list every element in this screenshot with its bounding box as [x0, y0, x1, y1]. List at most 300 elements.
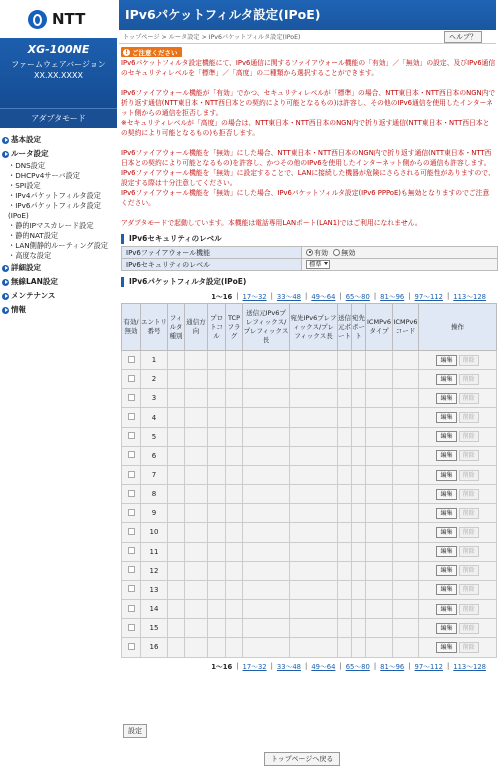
- note-3: IPv6ファイアウォール機能を「無効」にした場合、NTT東日本・NTT西日本のNGN内で折り返す通信(NTT東日本・NTT西日本との契約により可能となるもの)を許容し、かつその他のIPv6を使用したインターネット側からの通信も許容します。 IPv6ファイアウォール機能を「無効」に設定することで、LANに接続した機器が危険にさらされる可能性がありますので、設定する際は十分注意してください。 IPv6ファイアウォール機能を「無効」にした場合、IPv6パケットフィルタ設定(IPv6 PPPoE)も無効となりますのでご注意ください。: [121, 149, 495, 207]
- security-heading: IPv6セキュリティのレベル: [121, 234, 496, 244]
- row-enable-cell: [122, 427, 141, 446]
- edit-button[interactable]: 編集: [436, 470, 456, 481]
- row-enable-checkbox[interactable]: [128, 432, 135, 439]
- set-button[interactable]: 設定: [123, 724, 147, 738]
- entry-number: 16: [141, 638, 168, 657]
- router-submenu-item[interactable]: (IPoE): [8, 211, 29, 220]
- fw-disable-radio[interactable]: [333, 249, 340, 256]
- empty-cell: [208, 561, 226, 580]
- row-enable-checkbox[interactable]: [128, 605, 135, 612]
- pager-link[interactable]: 33〜48: [276, 662, 302, 671]
- filter-table: [121, 303, 497, 658]
- edit-button[interactable]: 編集: [436, 527, 456, 538]
- filter-col-header: ICMPv6コード: [393, 304, 419, 351]
- empty-cell: [352, 485, 366, 504]
- row-enable-checkbox[interactable]: [128, 394, 135, 401]
- row-enable-cell: [122, 561, 141, 580]
- empty-cell: [366, 465, 393, 484]
- filter-heading: IPv6パケットフィルタ設定(IPoE): [121, 277, 496, 287]
- empty-cell: [226, 504, 243, 523]
- row-actions: [419, 465, 497, 484]
- level-select-value: 標準: [309, 261, 322, 268]
- empty-cell: [290, 427, 338, 446]
- level-select[interactable]: [306, 260, 330, 269]
- router-submenu: [0, 161, 117, 261]
- delete-button: 削除: [459, 565, 479, 576]
- empty-cell: [338, 542, 352, 561]
- pager-link[interactable]: 49〜64: [311, 662, 336, 671]
- firmware-version: XX.XX.XXXX: [34, 71, 83, 80]
- entry-number: 11: [141, 542, 168, 561]
- empty-cell: [338, 580, 352, 599]
- device-info: [0, 38, 117, 108]
- pager-bottom: [119, 659, 496, 673]
- pager-separator: |: [373, 661, 377, 670]
- table-row: [122, 408, 497, 427]
- main-content: [117, 0, 500, 780]
- caution-badge: [121, 47, 182, 57]
- empty-cell: [185, 523, 208, 542]
- empty-cell: [226, 408, 243, 427]
- menu-maintenance-label: メンテナンス: [11, 291, 56, 300]
- empty-cell: [208, 542, 226, 561]
- empty-cell: [243, 561, 290, 580]
- row-enable-cell: [122, 485, 141, 504]
- empty-cell: [185, 351, 208, 370]
- empty-cell: [168, 389, 185, 408]
- empty-cell: [366, 446, 393, 465]
- entry-number: 14: [141, 600, 168, 619]
- empty-cell: [243, 465, 290, 484]
- ntt-globe-icon: [28, 10, 47, 29]
- empty-cell: [243, 580, 290, 599]
- empty-cell: [208, 427, 226, 446]
- pager-link[interactable]: 33〜48: [276, 293, 302, 301]
- fw-enable-radio[interactable]: [306, 249, 313, 256]
- empty-cell: [338, 370, 352, 389]
- empty-cell: [208, 389, 226, 408]
- pager-separator: |: [236, 661, 239, 670]
- pager-link[interactable]: 113〜128: [453, 662, 486, 671]
- router-submenu-item[interactable]: ・DHCPv4サーバ設定: [8, 171, 80, 180]
- pager-link[interactable]: 97〜112: [414, 662, 443, 671]
- menu-info[interactable]: [0, 303, 117, 317]
- empty-cell: [208, 485, 226, 504]
- empty-cell: [393, 370, 419, 389]
- row-enable-checkbox[interactable]: [128, 375, 135, 382]
- pager-link[interactable]: 65〜80: [345, 662, 370, 671]
- empty-cell: [366, 523, 393, 542]
- pager-link: 1〜16: [211, 662, 233, 671]
- empty-cell: [393, 600, 419, 619]
- empty-cell: [366, 408, 393, 427]
- empty-cell: [168, 600, 185, 619]
- empty-cell: [226, 389, 243, 408]
- router-submenu-item[interactable]: ・DNS設定: [8, 161, 46, 170]
- empty-cell: [185, 427, 208, 446]
- row-actions: [419, 600, 497, 619]
- empty-cell: [226, 446, 243, 465]
- row-actions: [419, 523, 497, 542]
- table-row: [122, 619, 497, 638]
- delete-button: 削除: [459, 374, 479, 385]
- empty-cell: [290, 580, 338, 599]
- row-actions: [419, 638, 497, 657]
- router-submenu-item[interactable]: ・IPv6パケットフィルタ設定: [8, 201, 101, 210]
- empty-cell: [208, 370, 226, 389]
- delete-button: 削除: [459, 604, 479, 615]
- entry-number: 3: [141, 389, 168, 408]
- pager-separator: |: [373, 292, 377, 300]
- arrow-icon: [2, 293, 9, 300]
- table-row: [122, 351, 497, 370]
- empty-cell: [290, 619, 338, 638]
- empty-cell: [168, 504, 185, 523]
- filter-body: [122, 351, 497, 658]
- delete-button: 削除: [459, 584, 479, 595]
- help-button[interactable]: ヘルプ？: [444, 31, 482, 43]
- empty-cell: [208, 351, 226, 370]
- empty-cell: [352, 427, 366, 446]
- empty-cell: [168, 619, 185, 638]
- pager-separator: |: [339, 292, 342, 300]
- empty-cell: [243, 619, 290, 638]
- empty-cell: [243, 485, 290, 504]
- row-enable-checkbox[interactable]: [128, 624, 135, 631]
- breadcrumb: トップページ > ルータ設定 > IPv6パケットフィルタ設定(IPoE): [123, 34, 301, 41]
- empty-cell: [168, 408, 185, 427]
- row-enable-cell: [122, 465, 141, 484]
- empty-cell: [366, 561, 393, 580]
- row-actions: [419, 408, 497, 427]
- empty-cell: [290, 485, 338, 504]
- row-actions: [419, 485, 497, 504]
- menu-maintenance[interactable]: [0, 289, 117, 303]
- edit-button[interactable]: 編集: [436, 546, 456, 557]
- router-submenu-item[interactable]: ・SPI設定: [8, 181, 41, 190]
- pager-link[interactable]: 65〜80: [345, 293, 370, 301]
- empty-cell: [352, 542, 366, 561]
- row-enable-checkbox[interactable]: [128, 471, 135, 478]
- empty-cell: [338, 600, 352, 619]
- empty-cell: [352, 504, 366, 523]
- empty-cell: [243, 523, 290, 542]
- empty-cell: [366, 485, 393, 504]
- filter-col-header: 宛先IPv6プレフィックス/プレフィックス長: [290, 304, 338, 351]
- pager-separator: |: [305, 292, 308, 300]
- empty-cell: [366, 389, 393, 408]
- empty-cell: [185, 408, 208, 427]
- row-enable-checkbox[interactable]: [128, 566, 135, 573]
- pager-link[interactable]: 49〜64: [311, 293, 336, 301]
- empty-cell: [168, 351, 185, 370]
- edit-button[interactable]: 編集: [436, 412, 456, 423]
- empty-cell: [226, 485, 243, 504]
- logo-text: NTT: [52, 10, 86, 28]
- pager-separator: |: [408, 292, 411, 300]
- row-enable-checkbox[interactable]: [128, 509, 135, 516]
- ntt-logo[interactable]: [0, 0, 117, 38]
- empty-cell: [243, 638, 290, 657]
- arrow-icon: [2, 265, 9, 272]
- row-actions: [419, 561, 497, 580]
- empty-cell: [185, 465, 208, 484]
- pager-separator: |: [305, 661, 308, 670]
- empty-cell: [393, 427, 419, 446]
- row-enable-checkbox[interactable]: [128, 490, 135, 497]
- empty-cell: [338, 465, 352, 484]
- empty-cell: [352, 619, 366, 638]
- edit-button[interactable]: 編集: [436, 450, 456, 461]
- row-enable-cell: [122, 638, 141, 657]
- edit-button[interactable]: 編集: [436, 642, 456, 653]
- router-submenu-item[interactable]: ・静的IPマスカレード設定: [8, 221, 94, 230]
- fw-label: IPv6ファイアウォール機能: [122, 247, 302, 259]
- row-enable-checkbox[interactable]: [128, 356, 135, 363]
- filter-col-header: ICMPv6タイプ: [366, 304, 393, 351]
- delete-button: 削除: [459, 412, 479, 423]
- filter-col-header: 送信元IPv6プレフィックス/プレフィックス長: [243, 304, 290, 351]
- pager-link[interactable]: 97〜112: [414, 293, 443, 301]
- pager-link[interactable]: 113〜128: [453, 293, 486, 301]
- empty-cell: [185, 619, 208, 638]
- empty-cell: [290, 638, 338, 657]
- empty-cell: [366, 351, 393, 370]
- empty-cell: [208, 638, 226, 657]
- sidebar: [0, 0, 117, 780]
- table-row: [122, 638, 497, 657]
- edit-button[interactable]: 編集: [436, 508, 456, 519]
- empty-cell: [208, 523, 226, 542]
- empty-cell: [208, 580, 226, 599]
- pager-separator: |: [446, 292, 450, 300]
- delete-button: 削除: [459, 527, 479, 538]
- menu-basic[interactable]: [0, 133, 117, 147]
- pager-link[interactable]: 17〜32: [242, 293, 267, 301]
- fw-disable-label: 無効: [341, 248, 356, 257]
- row-enable-cell: [122, 504, 141, 523]
- row-enable-cell: [122, 370, 141, 389]
- edit-button[interactable]: 編集: [436, 565, 456, 576]
- entry-number: 7: [141, 465, 168, 484]
- empty-cell: [168, 580, 185, 599]
- empty-cell: [243, 446, 290, 465]
- filter-header-row: [122, 304, 497, 351]
- entry-number: 2: [141, 370, 168, 389]
- empty-cell: [366, 580, 393, 599]
- back-to-top-button[interactable]: トップページへ戻る: [264, 752, 340, 766]
- empty-cell: [208, 504, 226, 523]
- security-table: [121, 246, 498, 271]
- empty-cell: [243, 427, 290, 446]
- entry-number: 15: [141, 619, 168, 638]
- empty-cell: [168, 542, 185, 561]
- row-enable-cell: [122, 446, 141, 465]
- empty-cell: [243, 542, 290, 561]
- row-enable-cell: [122, 523, 141, 542]
- table-row: [122, 389, 497, 408]
- breadcrumb-row: [119, 30, 496, 44]
- empty-cell: [366, 370, 393, 389]
- empty-cell: [168, 427, 185, 446]
- empty-cell: [290, 446, 338, 465]
- row-enable-cell: [122, 619, 141, 638]
- table-row: [122, 561, 497, 580]
- delete-button: 削除: [459, 508, 479, 519]
- empty-cell: [226, 619, 243, 638]
- row-enable-cell: [122, 351, 141, 370]
- empty-cell: [338, 389, 352, 408]
- row-actions: [419, 504, 497, 523]
- empty-cell: [393, 351, 419, 370]
- arrow-icon: [2, 307, 9, 314]
- edit-button[interactable]: 編集: [436, 374, 456, 385]
- menu-info-label: 情報: [11, 305, 26, 314]
- empty-cell: [290, 370, 338, 389]
- entry-number: 13: [141, 580, 168, 599]
- row-enable-checkbox[interactable]: [128, 585, 135, 592]
- empty-cell: [243, 600, 290, 619]
- fw-enable-label: 有効: [314, 248, 328, 257]
- pager-link[interactable]: 81〜96: [380, 662, 405, 671]
- edit-button[interactable]: 編集: [436, 431, 456, 442]
- empty-cell: [243, 408, 290, 427]
- empty-cell: [338, 351, 352, 370]
- edit-button[interactable]: 編集: [436, 604, 456, 615]
- entry-number: 10: [141, 523, 168, 542]
- empty-cell: [393, 465, 419, 484]
- firmware-label: ファームウェアバージョン: [11, 60, 106, 69]
- empty-cell: [185, 504, 208, 523]
- row-enable-cell: [122, 580, 141, 599]
- pager-separator: |: [446, 661, 450, 670]
- empty-cell: [168, 370, 185, 389]
- empty-cell: [243, 370, 290, 389]
- mode-label: アダプタモード: [0, 108, 117, 128]
- row-enable-checkbox[interactable]: [128, 451, 135, 458]
- pager-link[interactable]: 17〜32: [242, 662, 267, 671]
- empty-cell: [226, 370, 243, 389]
- row-actions: [419, 370, 497, 389]
- row-enable-cell: [122, 600, 141, 619]
- page-title: IPv6パケットフィルタ設定(IPoE): [119, 0, 496, 30]
- note-1: IPv6パケットフィルタ設定機能にて、IPv6通信に関するファイアウォール機能の「有効」／「無効」の設定、及びIPv6通信のセキュリティレベルを「標準」／「高度」の二種類から選択することができます。: [121, 59, 496, 77]
- caution-text: ご注意ください: [132, 48, 178, 57]
- row-actions: [419, 427, 497, 446]
- edit-button[interactable]: 編集: [436, 584, 456, 595]
- empty-cell: [393, 485, 419, 504]
- pager-separator: |: [270, 292, 273, 300]
- empty-cell: [290, 523, 338, 542]
- arrow-icon: [2, 137, 9, 144]
- row-actions: [419, 580, 497, 599]
- empty-cell: [185, 389, 208, 408]
- empty-cell: [338, 446, 352, 465]
- edit-button[interactable]: 編集: [436, 393, 456, 404]
- router-submenu-item[interactable]: ・IPv4パケットフィルタ設定: [8, 191, 101, 200]
- empty-cell: [393, 638, 419, 657]
- empty-cell: [168, 523, 185, 542]
- empty-cell: [393, 389, 419, 408]
- empty-cell: [338, 619, 352, 638]
- router-submenu-item[interactable]: ・静的NAT設定: [8, 231, 59, 240]
- pager-link[interactable]: 81〜96: [380, 293, 405, 301]
- row-actions: [419, 619, 497, 638]
- entry-number: 9: [141, 504, 168, 523]
- menu-router[interactable]: [0, 147, 117, 161]
- empty-cell: [393, 561, 419, 580]
- empty-cell: [226, 580, 243, 599]
- empty-cell: [393, 504, 419, 523]
- pager-link: 1〜16: [211, 293, 233, 301]
- entry-number: 5: [141, 427, 168, 446]
- empty-cell: [168, 446, 185, 465]
- menu-wlan[interactable]: [0, 275, 117, 289]
- table-row: [122, 504, 497, 523]
- empty-cell: [226, 351, 243, 370]
- empty-cell: [352, 370, 366, 389]
- row-actions: [419, 351, 497, 370]
- empty-cell: [338, 427, 352, 446]
- edit-button[interactable]: 編集: [436, 623, 456, 634]
- row-enable-cell: [122, 408, 141, 427]
- menu-detail[interactable]: [0, 261, 117, 275]
- delete-button: 削除: [459, 450, 479, 461]
- empty-cell: [185, 561, 208, 580]
- filter-col-header: フィルタ種別: [168, 304, 185, 351]
- filter-col-header: 有効/無効: [122, 304, 141, 351]
- router-submenu-item[interactable]: ・LAN側静的ルーティング設定: [8, 241, 108, 250]
- table-row: [122, 446, 497, 465]
- empty-cell: [185, 485, 208, 504]
- fw-value: [302, 247, 498, 259]
- table-row: [122, 485, 497, 504]
- row-actions: [419, 389, 497, 408]
- pager-separator: |: [270, 661, 273, 670]
- filter-col-header: エントリ番号: [141, 304, 168, 351]
- row-enable-checkbox[interactable]: [128, 547, 135, 554]
- edit-button[interactable]: 編集: [436, 489, 456, 500]
- edit-button[interactable]: 編集: [436, 355, 456, 366]
- empty-cell: [290, 465, 338, 484]
- pager-separator: |: [236, 292, 239, 300]
- row-enable-checkbox[interactable]: [128, 413, 135, 420]
- empty-cell: [208, 446, 226, 465]
- row-actions: [419, 542, 497, 561]
- empty-cell: [366, 504, 393, 523]
- empty-cell: [185, 446, 208, 465]
- empty-cell: [352, 408, 366, 427]
- row-enable-checkbox[interactable]: [128, 528, 135, 535]
- empty-cell: [168, 465, 185, 484]
- empty-cell: [168, 485, 185, 504]
- empty-cell: [243, 389, 290, 408]
- empty-cell: [366, 600, 393, 619]
- empty-cell: [185, 542, 208, 561]
- row-enable-checkbox[interactable]: [128, 643, 135, 650]
- entry-number: 6: [141, 446, 168, 465]
- empty-cell: [226, 542, 243, 561]
- entry-number: 1: [141, 351, 168, 370]
- empty-cell: [290, 561, 338, 580]
- delete-button: 削除: [459, 546, 479, 557]
- empty-cell: [338, 408, 352, 427]
- empty-cell: [290, 542, 338, 561]
- router-submenu-item[interactable]: ・高度な設定: [8, 251, 52, 260]
- empty-cell: [208, 408, 226, 427]
- row-enable-cell: [122, 389, 141, 408]
- arrow-icon: [2, 279, 9, 286]
